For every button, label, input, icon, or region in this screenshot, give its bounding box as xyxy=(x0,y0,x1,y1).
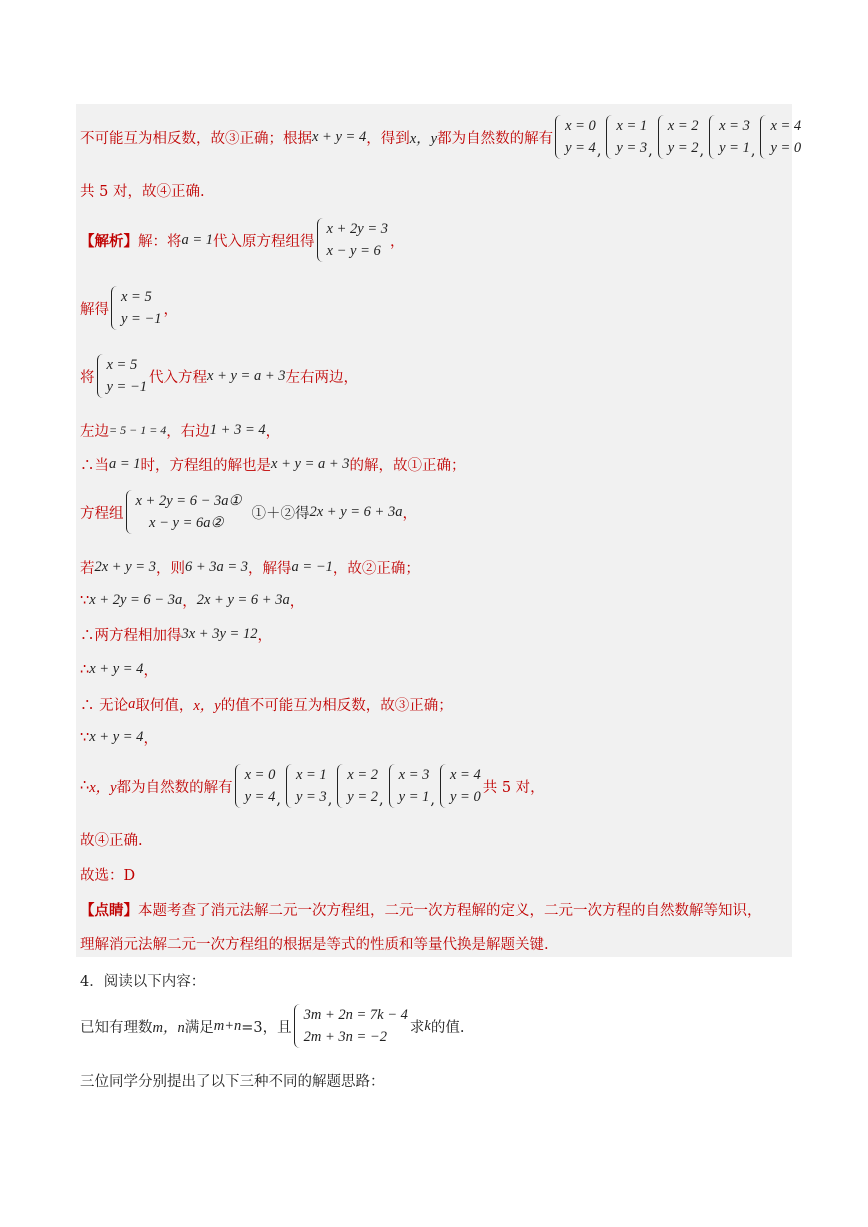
equation-system: x = 5 y = −1 xyxy=(97,354,148,398)
equation-system: x = 2 y = 2 , xyxy=(337,764,384,808)
regardless-line xyxy=(80,694,453,715)
answer-line xyxy=(80,864,135,885)
text: ①＋②得 xyxy=(251,505,310,522)
text: ，右边 xyxy=(166,424,210,440)
text: 解：将 xyxy=(138,233,182,250)
answer-text: 故选：D xyxy=(80,868,136,884)
text: ， xyxy=(182,594,197,610)
three-approaches-line xyxy=(80,1070,385,1091)
text: 若 xyxy=(80,561,95,577)
solve-line xyxy=(80,286,178,330)
text: 方程组 xyxy=(80,505,124,522)
text: 不可能互为相反数，故③正确；根据 xyxy=(80,130,312,147)
text: ， xyxy=(143,731,158,747)
text: =3，且 xyxy=(241,1019,292,1036)
text: 三位同学分别提出了以下三种不同的解题思路： xyxy=(80,1074,385,1090)
correct4-line xyxy=(80,829,143,850)
text: ，故②正确； xyxy=(332,561,420,577)
text: 共 5 对，故④正确. xyxy=(80,184,205,200)
text: 将 xyxy=(80,369,95,386)
math: k xyxy=(424,1017,431,1034)
math: x + y = a + 3 xyxy=(271,456,350,472)
math: x + 2y = 6 − 3a xyxy=(89,592,183,608)
math: x + y = a + 3 xyxy=(207,367,286,384)
text: ∴ xyxy=(80,778,90,794)
text: ∴ 无论 xyxy=(80,698,129,714)
analysis-tag: 【解析】 xyxy=(80,232,138,250)
math: a = −1 xyxy=(291,559,333,575)
comment-line-2 xyxy=(80,933,549,954)
conclude-line xyxy=(80,454,466,475)
text: 已知有理数 xyxy=(80,1019,153,1036)
text: 取何值， xyxy=(135,698,194,714)
math: 3x + 3y = 12 xyxy=(181,626,258,642)
text: 左右两边， xyxy=(285,369,358,386)
text: ∴两方程相加得 xyxy=(80,628,182,644)
text: 时，方程组的解也是 xyxy=(140,458,272,474)
text: 的解，故①正确； xyxy=(349,458,466,474)
text: 代入原方程组得 xyxy=(213,233,315,250)
math: x + y = 4 xyxy=(89,661,144,677)
text: ， xyxy=(257,628,272,644)
comment-line-1 xyxy=(80,899,762,920)
solutions-list xyxy=(553,115,803,159)
natural-solutions-line xyxy=(80,764,545,808)
text: ， xyxy=(163,301,179,318)
therefore-line xyxy=(80,659,158,680)
equation-system: 3m + 2n = 7k − 4 2m + 3n = −2 xyxy=(294,1004,408,1048)
math: x + y = 4 xyxy=(89,729,144,745)
because-line-1 xyxy=(80,590,304,611)
math: = 5 − 1 = 4 xyxy=(109,423,167,437)
text: ∴ xyxy=(80,661,90,678)
text: ，得到 xyxy=(366,130,410,147)
equation-system: x = 1 y = 3 , xyxy=(286,764,333,808)
math: a = 1 xyxy=(181,231,214,248)
equation-system: x = 0 y = 4 , xyxy=(555,115,602,159)
substitute-line xyxy=(80,354,358,398)
math: a = 1 xyxy=(109,456,141,472)
analysis-line xyxy=(80,218,405,262)
math: x + y = 4 xyxy=(312,128,367,145)
math: 2x + y = 3 xyxy=(94,559,156,575)
text: ， xyxy=(402,505,417,522)
text: ∵ xyxy=(80,592,90,609)
math: x，y xyxy=(193,698,221,714)
solutions-list xyxy=(233,764,483,808)
text: 求 xyxy=(409,1019,425,1036)
text: ， xyxy=(390,233,405,250)
text: 满足 xyxy=(184,1019,214,1036)
text: 代入方程 xyxy=(149,369,208,386)
text-line-1 xyxy=(80,115,803,159)
text: ， xyxy=(289,594,305,610)
equation-system: x = 4 y = 0 xyxy=(440,764,481,808)
text: ∵ xyxy=(80,729,90,746)
text: ，解得 xyxy=(248,561,292,577)
if-line xyxy=(80,557,420,578)
text: 的值不可能互为相反数，故③正确； xyxy=(220,698,453,714)
text: 理解消元法解二元一次方程组的根据是等式的性质和等量代换是解题关键. xyxy=(80,937,549,953)
math: 2x + y = 6 + 3a xyxy=(309,503,403,520)
equation-system: x = 3 y = 1 , xyxy=(709,115,756,159)
text: 都为自然数的解有 xyxy=(116,779,233,796)
text: 都为自然数的解有 xyxy=(437,130,554,147)
math: x，y xyxy=(89,779,117,796)
math: 6 + 3a = 3 xyxy=(184,559,249,575)
text: 本题考查了消元法解二元一次方程组，二元一次方程解的定义，二元一次方程的自然数解等知识， xyxy=(138,903,762,919)
text: 的值. xyxy=(430,1019,465,1036)
math: 1 + 3 = 4 xyxy=(209,422,266,438)
equation-system: x = 1 y = 3 , xyxy=(606,115,653,159)
text: 4．阅读以下内容： xyxy=(80,974,206,990)
equation-system: x + 2y = 6 − 3a① x − y = 6a② xyxy=(126,490,242,534)
math: a xyxy=(128,696,136,712)
math: m，n xyxy=(152,1019,185,1036)
equation-system: x = 2 y = 2 , xyxy=(658,115,705,159)
math: m+n xyxy=(213,1017,242,1034)
question-4-title xyxy=(80,970,205,991)
math: x，y xyxy=(409,130,438,147)
text: 故④正确. xyxy=(80,833,143,849)
text: ∴当 xyxy=(80,458,109,474)
text: 左边 xyxy=(80,424,109,440)
text: 共 5 对， xyxy=(482,779,545,796)
equation-system: x = 4 y = 0 xyxy=(760,115,801,159)
text: 解得 xyxy=(80,301,109,318)
text: ， xyxy=(143,663,158,679)
sides-line xyxy=(80,420,280,441)
system2-line xyxy=(80,490,417,534)
math: 2x + y = 6 + 3a xyxy=(196,592,290,608)
equation-system: x = 5 y = −1 xyxy=(111,286,162,330)
equation-system: x + 2y = 3 x − y = 6 xyxy=(317,218,388,262)
text-line-2 xyxy=(80,180,205,201)
because-line-2 xyxy=(80,727,158,748)
equation-system: x = 3 y = 1 , xyxy=(389,764,436,808)
add-line xyxy=(80,624,272,645)
comment-tag: 【点睛】 xyxy=(80,902,138,919)
text: ， xyxy=(265,424,281,440)
question-4-body xyxy=(80,1004,464,1048)
equation-system: x = 0 y = 4 , xyxy=(235,764,282,808)
text: ，则 xyxy=(155,561,185,577)
